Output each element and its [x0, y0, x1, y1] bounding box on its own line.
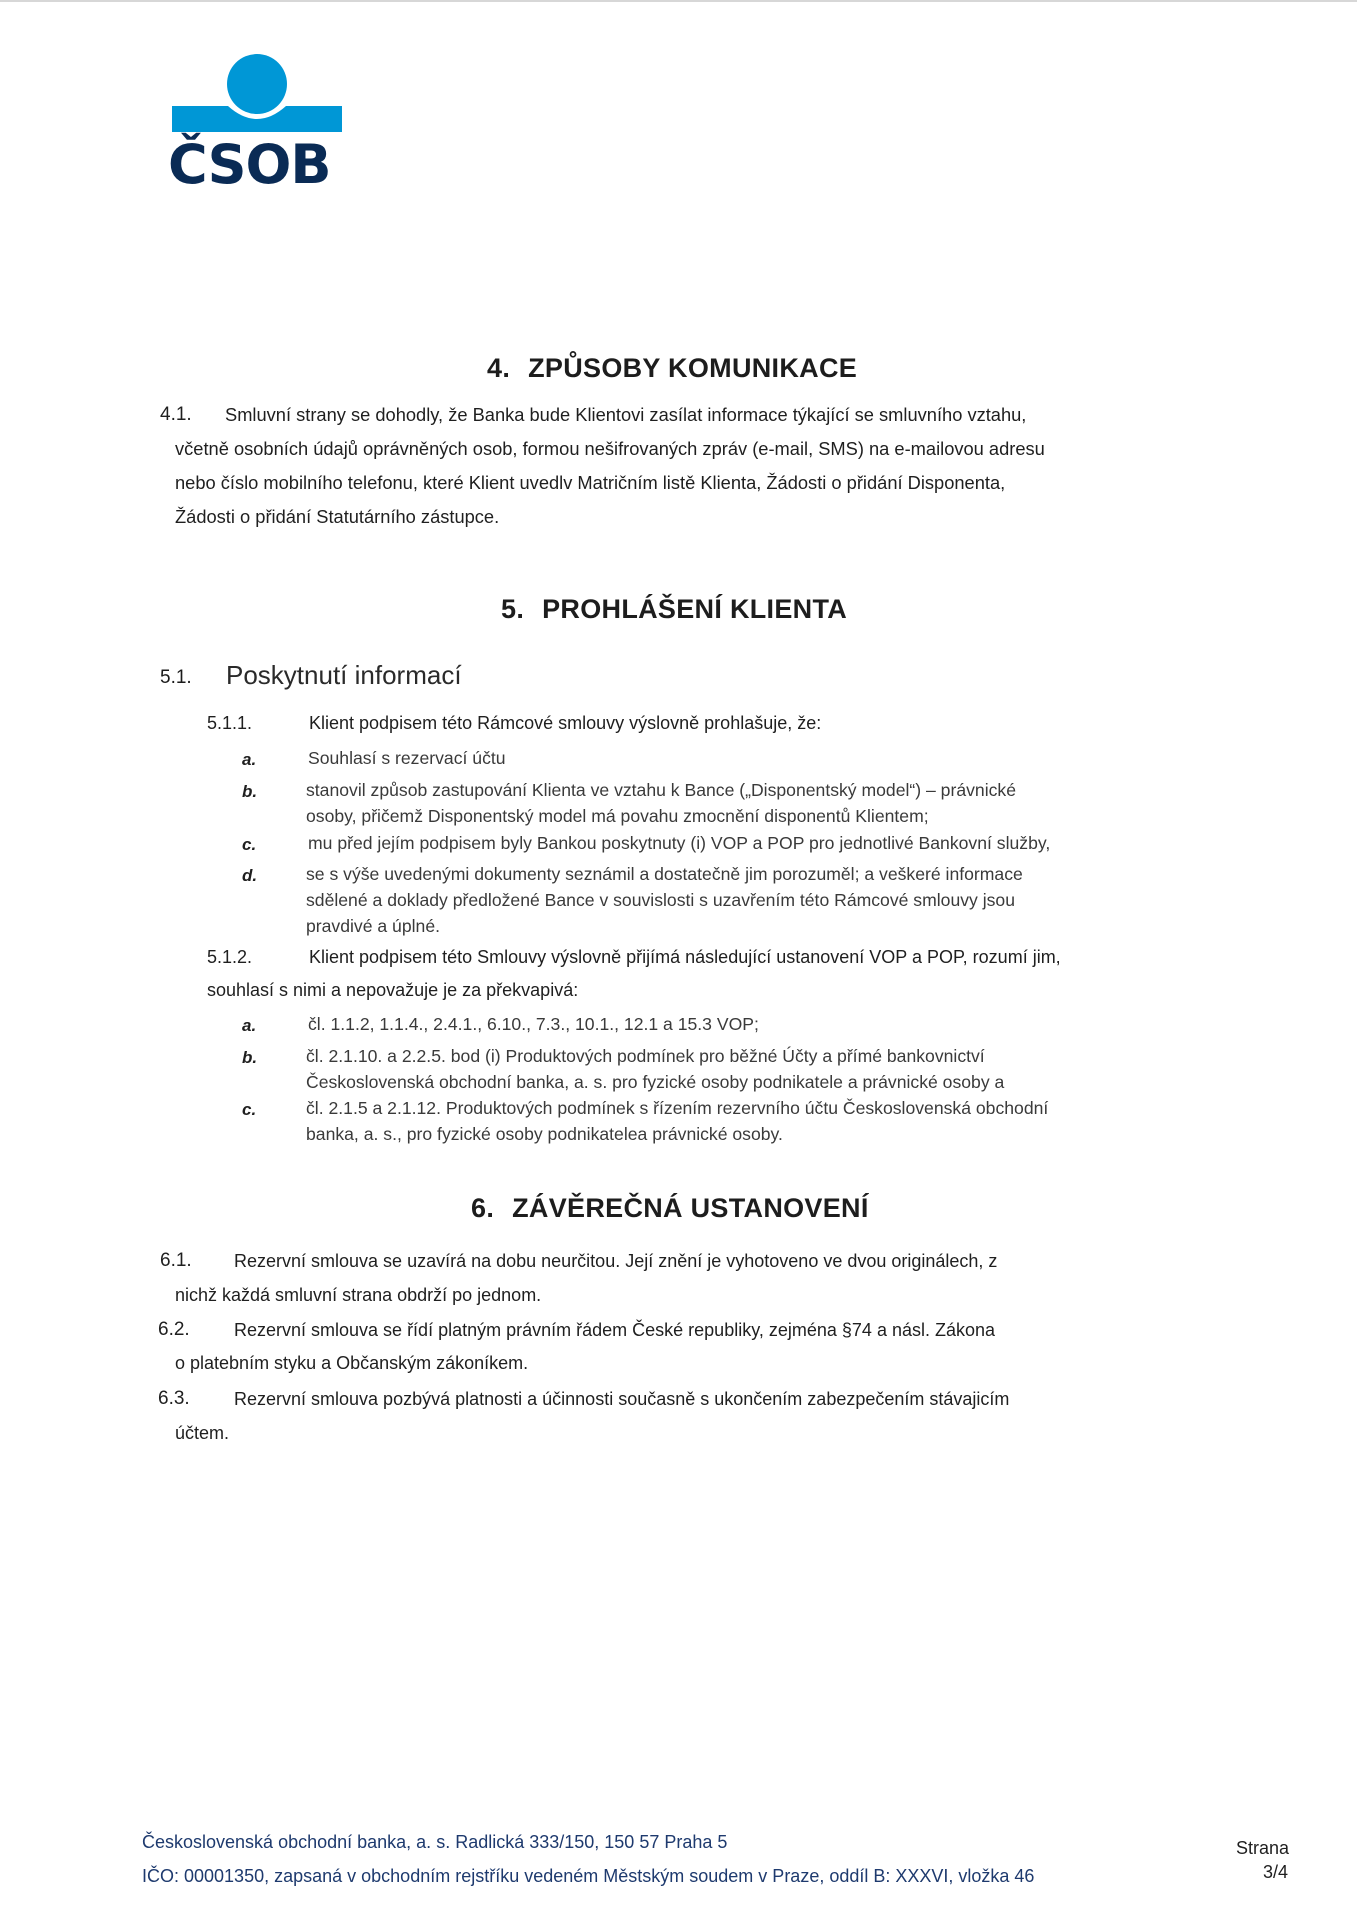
- paragraph-number: 6.2.: [158, 1319, 190, 1340]
- paragraph-number: 5.1.2.: [207, 947, 253, 967]
- paragraph-5-1-2-line1: Klient podpisem této Smlouvy výslovně přijímá následující ustanovení VOP a POP, rozumí jim,: [309, 947, 1061, 967]
- section-4-heading: [487, 353, 857, 384]
- paragraph-4-1-last: [175, 500, 1206, 534]
- list-item: čl. 2.1.5 a 2.1.12. Produktových podmínek s řízením rezervního účtu Československá obchodní banka, a. s., pro fyzické osoby podnikatelea právnické osoby.: [306, 1098, 1049, 1144]
- item-letter: b.: [242, 782, 258, 801]
- section-title: ZÁVĚREČNÁ USTANOVENÍ: [512, 1193, 869, 1223]
- text-line: Žádosti o přidání Statutárního zástupce.: [175, 506, 500, 527]
- item-letter: c.: [242, 1100, 257, 1119]
- paragraph-6-2-line2: o platebním styku a Občanským zákoníkem.: [175, 1353, 529, 1373]
- section-title: PROHLÁŠENÍ KLIENTA: [542, 594, 848, 624]
- page-label: Strana: [1235, 1838, 1289, 1858]
- text-line: včetně osobních údajů oprávněných osob, formou nešifrovaných zpráv (e-mail, SMS) na e-mailovou adresu: [175, 438, 1045, 459]
- text-line: nebo číslo mobilního telefonu, které Klient uvedlv Matričním listě Klienta, Žádosti o přidání Disponenta,: [175, 472, 1006, 493]
- page-number: 3/4: [1262, 1862, 1288, 1882]
- paragraph-6-3-line1: Rezervní smlouva pozbývá platnosti a účinnosti současně s ukončením zabezpečením stávajicím: [234, 1389, 1010, 1409]
- section-title: ZPŮSOBY KOMUNIKACE: [528, 353, 858, 383]
- paragraph-4-1-cont: [175, 432, 1206, 500]
- csob-logo-text: ČSOB: [168, 133, 331, 196]
- list-item: čl. 1.1.2, 1.1.4., 2.4.1., 6.10., 7.3., 10.1., 12.1 a 15.3 VOP;: [308, 1014, 759, 1034]
- paragraph-number: 6.1.: [160, 1250, 192, 1271]
- section-6-heading: [471, 1193, 869, 1224]
- paragraph-number: 5.1.1.: [207, 713, 253, 733]
- item-letter: a.: [242, 1016, 257, 1035]
- subsection-title: Poskytnutí informací: [226, 660, 462, 690]
- list-item: Souhlasí s rezervací účtu: [308, 748, 506, 768]
- section-number: 4.: [487, 353, 511, 383]
- list-item: čl. 2.1.10. a 2.2.5. bod (i) Produktových podmínek pro běžné Účty a přímé bankovnictví Československá obchodní banka, a. s. pro fyzické osoby podnikatele a právnické osoby a: [306, 1046, 1005, 1092]
- paragraph-number: 4.1.: [160, 404, 192, 425]
- paragraph-5-1-2-line2: souhlasí s nimi a nepovažuje je za překvapivá:: [207, 980, 579, 1000]
- paragraph-6-2-line1: Rezervní smlouva se řídí platným právním řádem České republiky, zejména §74 a násl. Zákona: [234, 1320, 996, 1340]
- item-letter: b.: [242, 1048, 258, 1067]
- item-letter: a.: [242, 750, 257, 769]
- paragraph-6-1-line2: nichž každá smluvní strana obdrží po jednom.: [175, 1285, 542, 1305]
- item-letter: d.: [242, 866, 258, 885]
- csob-logo: [170, 52, 344, 200]
- paragraph-number: 6.3.: [158, 1388, 190, 1409]
- text-line: Smluvní strany se dohodly, že Banka bude Klientovi zasílat informace týkající se smluvního vztahu,: [225, 404, 1027, 425]
- paragraph-5-1-1-text: Klient podpisem této Rámcové smlouvy výslovně prohlašuje, že:: [309, 713, 822, 733]
- footer-registration: IČO: 00001350, zapsaná v obchodním rejstříku vedeném Městským soudem v Praze, oddíl B: XXXVI, vložka 46: [142, 1866, 1035, 1886]
- section-5-heading: [501, 594, 847, 625]
- page-top-border: [0, 0, 1357, 2]
- list-item: mu před jejím podpisem byly Bankou poskytnuty (i) VOP a POP pro jednotlivé Bankovní služby,: [308, 833, 1051, 853]
- csob-logo-mark: [170, 52, 344, 132]
- section-number: 5.: [501, 594, 525, 624]
- footer-address: Československá obchodní banka, a. s. Radlická 333/150, 150 57 Praha 5: [142, 1832, 728, 1852]
- item-letter: c.: [242, 835, 257, 854]
- list-item: se s výše uvedenými dokumenty seznámil a dostatečně jim porozuměl; a veškeré informace sdělené a doklady předložené Bance v souvislosti s uzavřením této Rámcové smlouvy jsou pravdivé a úplné.: [306, 864, 1023, 936]
- section-number: 6.: [471, 1193, 495, 1223]
- paragraph-6-3-line2: účtem.: [175, 1423, 230, 1443]
- paragraph-6-1-line1: Rezervní smlouva se uzavírá na dobu neurčitou. Její znění je vyhotoveno ve dvou originálech, z: [234, 1251, 998, 1271]
- list-item: stanovil způsob zastupování Klienta ve vztahu k Bance („Disponentský model“) – právnické osoby, přičemž Disponentský model má povahu zmocnění disponentů Klientem;: [306, 780, 1016, 826]
- paragraph-4-1: [225, 398, 1206, 432]
- subsection-number: 5.1.: [160, 667, 192, 688]
